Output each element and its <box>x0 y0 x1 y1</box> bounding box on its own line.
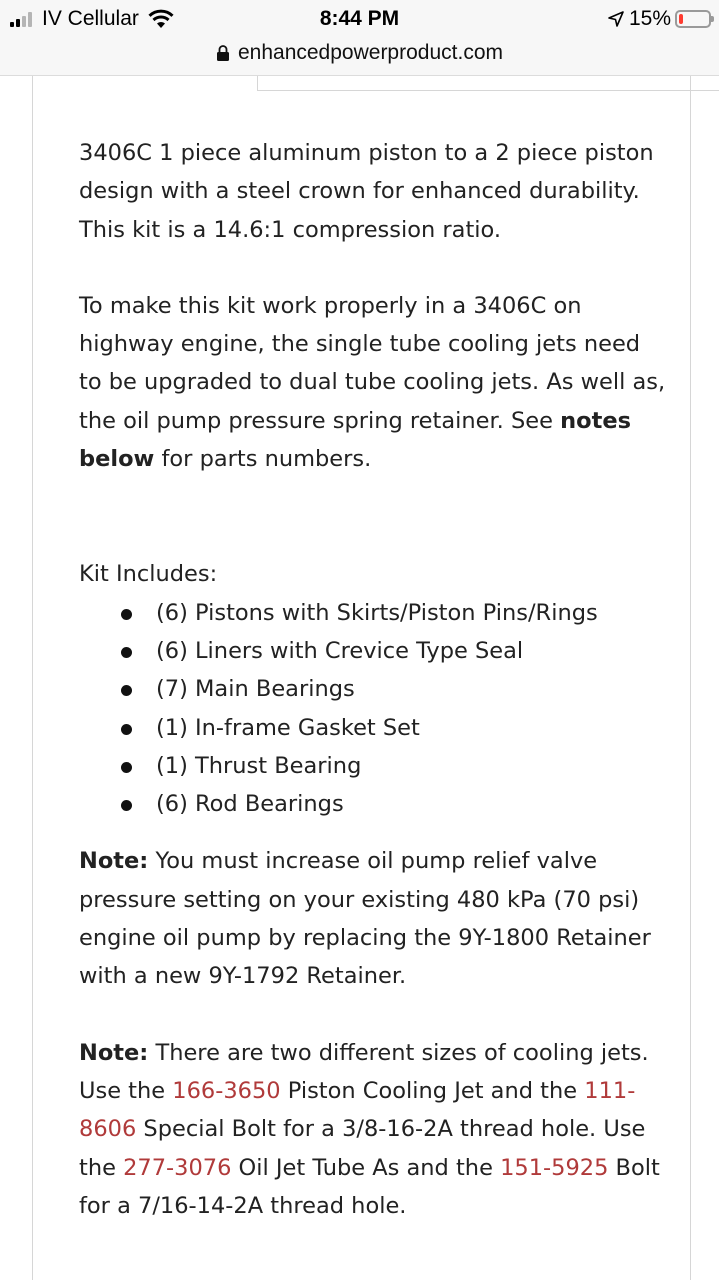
oil-pump-note: Note: You must increase oil pump relief valve pressure setting on your existing 480 kPa (70 psi) engine oil pump by replacing the 9Y-1800 Retainer with a new 9Y-1792 Retainer. <box>79 848 651 990</box>
notes-below-emphasis: notes below <box>79 407 631 473</box>
status-time: 8:44 PM <box>319 7 400 30</box>
product-description <box>79 134 669 1225</box>
list-item: (7) Main Bearings <box>79 670 669 708</box>
intro-paragraph: 3406C 1 piece aluminum piston to a 2 piece piston design with a steel crown for enhanced durability. This kit is a 14.6:1 compression ratio. <box>79 140 654 243</box>
requirements-paragraph: To make this kit work properly in a 3406C on highway engine, the single tube cooling jets need to be upgraded to dual tube cooling jets. As well as, the oil pump pressure spring retainer. See notes below for parts numbers. <box>79 292 666 473</box>
tab-divider <box>257 76 258 90</box>
status-right <box>607 7 711 31</box>
note-label: Note: <box>79 848 149 875</box>
tab-divider-line <box>257 90 719 91</box>
part-link-166-3650[interactable]: 166-3650 <box>172 1077 281 1104</box>
kit-includes-heading: Kit Includes: <box>79 561 218 588</box>
status-bar <box>0 0 719 40</box>
kit-items-list <box>79 594 669 824</box>
battery-percent: 15% <box>628 7 671 30</box>
part-link-151-5925[interactable]: 151-5925 <box>500 1154 609 1181</box>
address-bar[interactable] <box>0 36 719 70</box>
list-item: (6) Rod Bearings <box>79 785 669 823</box>
list-item: (6) Liners with Crevice Type Seal <box>79 632 669 670</box>
list-item: (1) In-frame Gasket Set <box>79 709 669 747</box>
battery-level-fill <box>679 14 683 24</box>
list-item: (1) Thrust Bearing <box>79 747 669 785</box>
part-link-277-3076[interactable]: 277-3076 <box>123 1154 232 1181</box>
carrier-name: IV Cellular <box>42 7 139 30</box>
lock-icon <box>216 44 230 62</box>
part-link-111-8606[interactable]: 111-8606 <box>79 1077 636 1143</box>
cooling-jets-note: Note: There are two different sizes of cooling jets. Use the 166-3650 Piston Cooling Jet and the 111-8606 Special Bolt for a 3/8-16-2A thread hole. Use the 277-3076 Oil Jet Tube As and the 151-5925 Bolt for a 7/16-14-2A thread hole. <box>79 1039 660 1219</box>
url-text[interactable]: enhancedpowerproduct.com <box>237 41 503 64</box>
list-item: (6) Pistons with Skirts/Piston Pins/Rings <box>79 594 669 632</box>
location-arrow-icon <box>607 10 625 28</box>
battery-icon <box>675 10 711 28</box>
note-label: Note: <box>79 1039 149 1066</box>
browser-topbar <box>0 0 719 76</box>
